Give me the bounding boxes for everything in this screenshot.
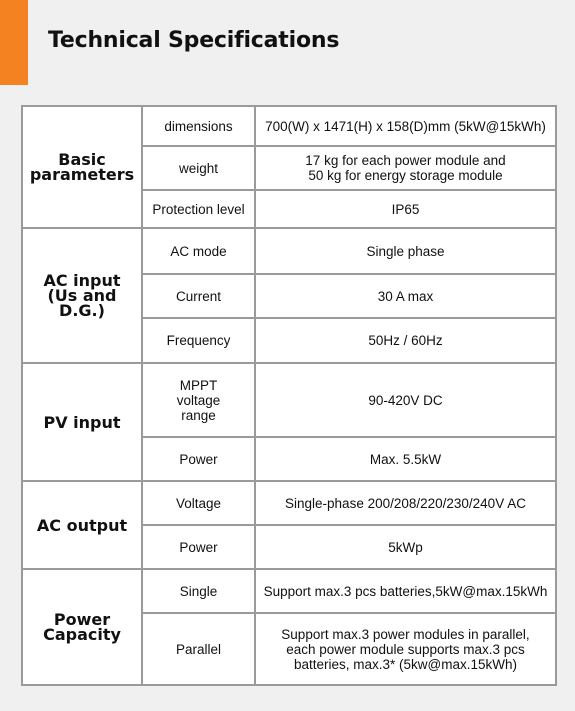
value-cell (255, 318, 556, 363)
value-line: Support max.3 pcs batteries,5kW@max.15kWh (263, 583, 548, 599)
parameter-cell (142, 569, 255, 613)
category-line: parameters (29, 165, 135, 184)
parameter-line: range (181, 407, 216, 423)
table-row (22, 106, 556, 146)
parameter-cell (142, 106, 255, 146)
value-cell (255, 146, 556, 190)
value-line: Single phase (366, 243, 445, 259)
parameter-cell (142, 363, 255, 437)
parameter-cell (142, 613, 255, 685)
parameter-line: AC mode (170, 243, 227, 259)
parameter-cell (142, 525, 255, 569)
value-line: IP65 (391, 201, 420, 217)
parameter-cell (142, 146, 255, 190)
parameter-line: Single (179, 583, 218, 599)
table-row (22, 481, 556, 525)
parameter-line: MPPT (179, 377, 218, 393)
category-cell (22, 228, 142, 363)
value-line: 30 A max (377, 288, 434, 304)
category-cell (22, 569, 142, 685)
value-cell (255, 228, 556, 274)
parameter-line: Voltage (175, 495, 222, 511)
parameter-line: Power (179, 539, 218, 555)
table-row (22, 363, 556, 437)
parameter-line: voltage (176, 392, 221, 408)
value-cell (255, 481, 556, 525)
spec-table-body (22, 106, 556, 685)
value-line: Support max.3 power modules in parallel, (281, 626, 530, 642)
parameter-cell (142, 274, 255, 318)
category-line: AC input (43, 271, 121, 290)
parameter-cell (142, 481, 255, 525)
page-title: Technical Specifications (48, 28, 340, 53)
category-line: Basic (58, 150, 106, 169)
category-line: Power (53, 610, 111, 629)
header-bar (0, 0, 575, 85)
value-line: 50 kg for energy storage module (308, 168, 503, 183)
category-cell (22, 481, 142, 569)
value-line: each power module supports max.3 pcs (286, 641, 525, 657)
spec-table (21, 105, 557, 686)
value-line: 700(W) x 1471(H) x 158(D)mm (5kW@15kWh) (265, 118, 546, 134)
category-line: AC output (36, 515, 128, 535)
table-row (22, 569, 556, 613)
value-line: Max. 5.5kW (369, 451, 442, 467)
value-cell (255, 437, 556, 481)
value-line: 5kWp (388, 539, 423, 555)
value-cell (255, 613, 556, 685)
category-cell (22, 363, 142, 481)
value-cell (255, 106, 556, 146)
parameter-line: dimensions (164, 118, 233, 134)
value-line: 50Hz / 60Hz (368, 333, 443, 348)
parameter-cell (142, 190, 255, 228)
parameter-line: Protection level (152, 201, 245, 217)
value-line: 17 kg for each power module and (305, 153, 506, 168)
value-line: Single-phase 200/208/220/230/240V AC (285, 495, 526, 511)
category-line: PV input (43, 412, 121, 432)
parameter-line: Frequency (166, 333, 231, 348)
parameter-cell (142, 437, 255, 481)
value-cell (255, 363, 556, 437)
value-cell (255, 525, 556, 569)
value-cell (255, 274, 556, 318)
category-cell (22, 106, 142, 228)
header-accent-bar (0, 0, 28, 85)
parameter-line: weight (178, 160, 219, 176)
category-line: Capacity (43, 625, 121, 644)
value-cell (255, 569, 556, 613)
table-row (22, 228, 556, 274)
value-cell (255, 190, 556, 228)
value-line: 90-420V DC (368, 392, 443, 408)
parameter-line: Current (175, 288, 221, 304)
parameter-cell (142, 318, 255, 363)
parameter-line: Power (179, 451, 218, 467)
category-line: (Us and D.G.) (47, 286, 117, 320)
parameter-line: Parallel (175, 641, 222, 657)
parameter-cell (142, 228, 255, 274)
value-line: batteries, max.3* (5kw@max.15kWh) (293, 656, 518, 672)
